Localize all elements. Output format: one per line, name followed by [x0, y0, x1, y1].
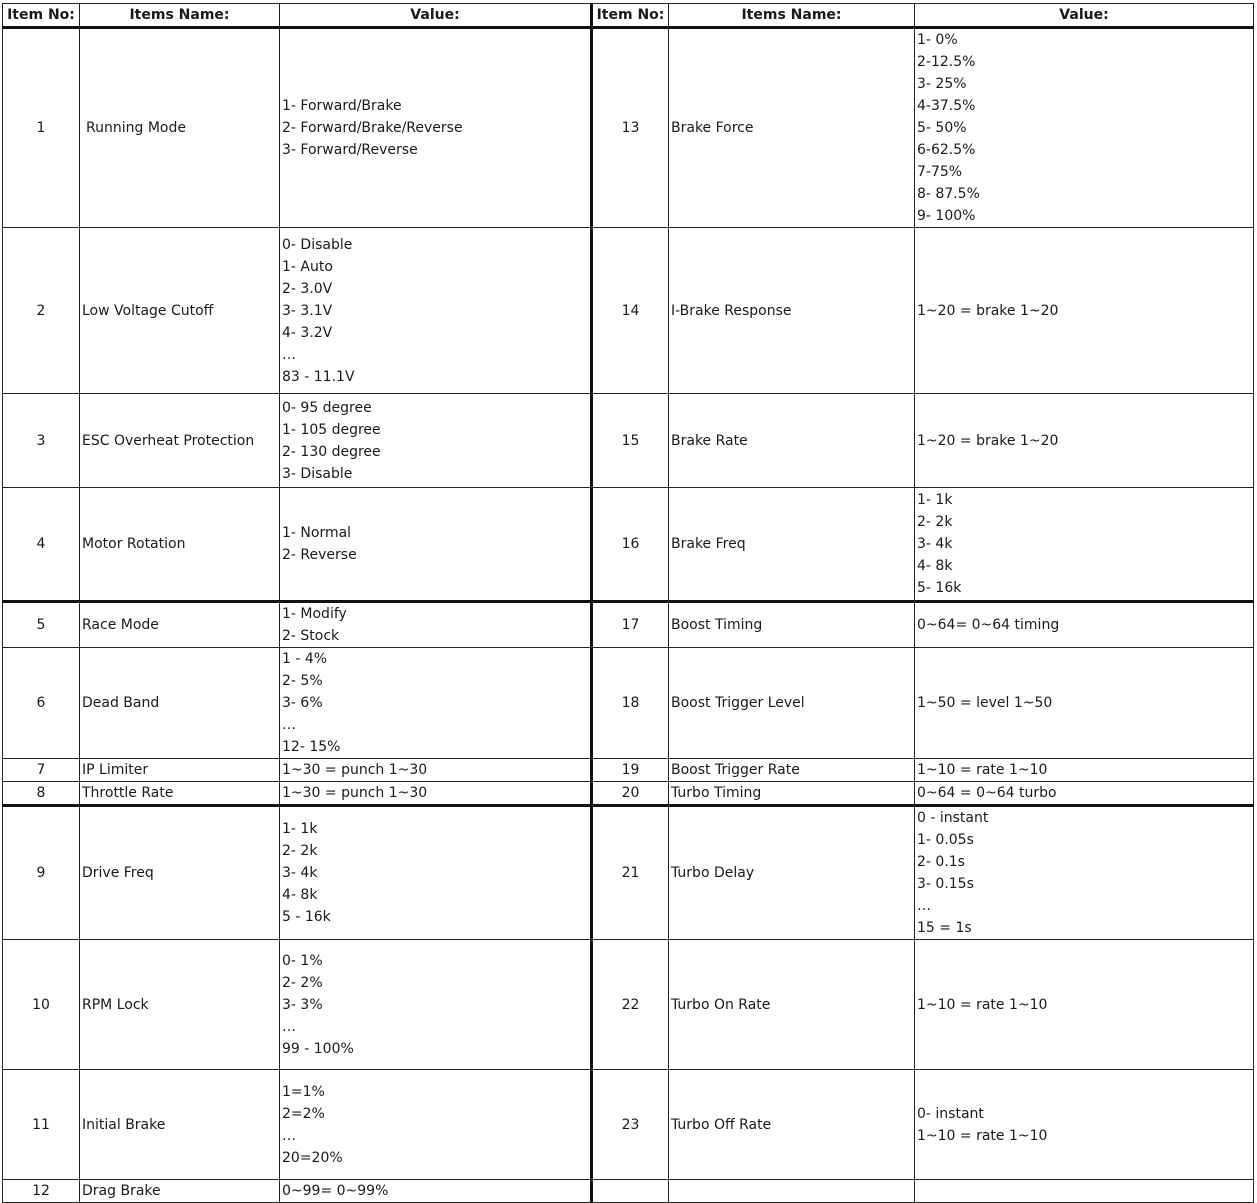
item-no-cell: 4: [3, 488, 80, 602]
value-line: 1~30 = punch 1~30: [282, 762, 428, 778]
item-value-cell: [280, 759, 592, 782]
item-name-cell: Race Mode: [80, 602, 280, 648]
value-line: 1- 1k: [917, 492, 953, 508]
value-line: 8- 87.5%: [917, 186, 980, 202]
item-name-cell: Drive Freq: [80, 806, 280, 940]
value-line: 3- 3.1V: [282, 302, 333, 319]
value-line: 1- Normal: [282, 525, 352, 541]
value-line: 3- Forward/Reverse: [282, 142, 418, 158]
item-value-cell: [915, 759, 1254, 782]
item-name-cell: Boost Timing: [669, 602, 915, 648]
value-line: 2- Forward/Brake/Reverse: [282, 120, 463, 136]
item-name-cell: Turbo Timing: [669, 782, 915, 806]
value-line: 1~10 = rate 1~10: [917, 996, 1048, 1013]
item-name-cell: RPM Lock: [80, 940, 280, 1070]
value-line: 4- 8k: [917, 558, 953, 574]
value-line: 5- 50%: [917, 120, 967, 136]
value-line: 2- 5%: [282, 673, 323, 689]
item-name-cell: Boost Trigger Rate: [669, 759, 915, 782]
item-value-cell: [915, 228, 1254, 394]
value-line: 2- Stock: [282, 628, 340, 644]
item-value-cell: [915, 940, 1254, 1070]
value-line: 1=1%: [282, 1083, 325, 1100]
item-value-cell: [280, 1070, 592, 1180]
item-no-cell: 11: [3, 1070, 80, 1180]
value-line: 2- 2k: [282, 843, 318, 859]
value-line: 4- 3.2V: [282, 324, 333, 341]
table-row: [3, 940, 1254, 1070]
value-line: 9- 100%: [917, 208, 976, 224]
value-line: 0 - instant: [917, 810, 989, 826]
item-value-cell: [915, 1070, 1254, 1180]
item-value-cell: [280, 602, 592, 648]
item-no-cell: 8: [3, 782, 80, 806]
item-value-cell: [280, 1180, 592, 1203]
item-value-cell: [280, 28, 592, 228]
value-line: 1- Modify: [282, 606, 347, 622]
item-no-cell: 14: [592, 228, 669, 394]
value-line: 4-37.5%: [917, 98, 976, 114]
value-line: 2-12.5%: [917, 54, 976, 70]
table-row: [3, 782, 1254, 806]
table-body: [3, 28, 1254, 1203]
item-name-cell: Dead Band: [80, 648, 280, 759]
value-line: …: [282, 1018, 296, 1035]
item-no-cell: 16: [592, 488, 669, 602]
value-line: …: [282, 1127, 296, 1144]
header-items-name-right: Items Name:: [669, 4, 915, 28]
item-no-cell: 15: [592, 394, 669, 488]
item-name-cell: Brake Force: [669, 28, 915, 228]
item-name-cell: Brake Freq: [669, 488, 915, 602]
table-row: [3, 228, 1254, 394]
item-name-cell: Motor Rotation: [80, 488, 280, 602]
settings-table: [2, 3, 1254, 1203]
item-no-cell: [592, 1180, 669, 1203]
item-value-cell: [915, 28, 1254, 228]
item-no-cell: 17: [592, 602, 669, 648]
value-line: 1~10 = rate 1~10: [917, 762, 1048, 778]
item-name-cell: [669, 1180, 915, 1203]
value-line: 3- 6%: [282, 695, 323, 711]
value-line: 20=20%: [282, 1149, 343, 1166]
value-line: 0~64 = 0~64 turbo: [917, 785, 1057, 801]
item-name-cell: Running Mode: [80, 28, 280, 228]
item-name-cell: Low Voltage Cutoff: [80, 228, 280, 394]
value-line: 1~20 = brake 1~20: [917, 432, 1059, 449]
header-item-no-left: Item No:: [3, 4, 80, 28]
value-line: 3- 4k: [917, 536, 953, 552]
item-no-cell: 2: [3, 228, 80, 394]
value-line: 1- 0%: [917, 32, 958, 48]
item-no-cell: 20: [592, 782, 669, 806]
value-line: 12- 15%: [282, 739, 341, 755]
value-line: 1- 0.05s: [917, 832, 974, 848]
item-no-cell: 19: [592, 759, 669, 782]
item-value-cell: [280, 940, 592, 1070]
item-name-cell: Turbo Off Rate: [669, 1070, 915, 1180]
item-no-cell: 13: [592, 28, 669, 228]
item-value-cell: [280, 806, 592, 940]
item-name-cell: Drag Brake: [80, 1180, 280, 1203]
value-line: 0- Disable: [282, 236, 353, 253]
item-no-cell: 6: [3, 648, 80, 759]
header-item-no-right: Item No:: [592, 4, 669, 28]
item-value-cell: [280, 394, 592, 488]
item-no-cell: 12: [3, 1180, 80, 1203]
value-line: 0- 1%: [282, 952, 323, 969]
value-line: 15 = 1s: [917, 920, 972, 936]
value-line: 3- 3%: [282, 996, 323, 1013]
item-no-cell: 7: [3, 759, 80, 782]
table-row: [3, 28, 1254, 228]
value-line: 1 - 4%: [282, 651, 328, 667]
item-value-cell: [280, 648, 592, 759]
item-value-cell: [280, 488, 592, 602]
value-line: 2- Reverse: [282, 547, 357, 563]
item-value-cell: [280, 782, 592, 806]
value-line: 5- 16k: [917, 580, 962, 596]
item-no-cell: 9: [3, 806, 80, 940]
item-no-cell: 5: [3, 602, 80, 648]
item-value-cell: [915, 488, 1254, 602]
value-line: 1- 1k: [282, 821, 318, 837]
item-name-cell: Initial Brake: [80, 1070, 280, 1180]
value-line: 99 - 100%: [282, 1040, 354, 1057]
table-row: [3, 488, 1254, 602]
item-value-cell: [915, 602, 1254, 648]
value-line: 2- 3.0V: [282, 280, 333, 297]
header-value-right: Value:: [915, 4, 1254, 28]
table-row: [3, 1070, 1254, 1180]
header-items-name-left: Items Name:: [80, 4, 280, 28]
value-line: 1~10 = rate 1~10: [917, 1127, 1048, 1144]
table-row: [3, 806, 1254, 940]
item-no-cell: 23: [592, 1070, 669, 1180]
table-row: [3, 602, 1254, 648]
value-line: 7-75%: [917, 164, 963, 180]
value-line: 2=2%: [282, 1105, 325, 1122]
item-value-cell: [915, 1180, 1254, 1203]
value-line: 3- 25%: [917, 76, 967, 92]
value-line: 1~30 = punch 1~30: [282, 785, 428, 801]
value-line: 3- 4k: [282, 865, 318, 881]
value-line: 83 - 11.1V: [282, 368, 355, 385]
item-value-cell: [915, 394, 1254, 488]
value-line: 0- 95 degree: [282, 399, 372, 416]
item-name-cell: ESC Overheat Protection: [80, 394, 280, 488]
value-line: …: [917, 898, 931, 914]
value-line: 1~50 = level 1~50: [917, 695, 1053, 711]
item-value-cell: [280, 228, 592, 394]
value-line: 1- Auto: [282, 258, 333, 275]
value-line: 5 - 16k: [282, 909, 331, 925]
item-no-cell: 1: [3, 28, 80, 228]
header-row: [3, 4, 1254, 28]
item-no-cell: 22: [592, 940, 669, 1070]
item-no-cell: 3: [3, 394, 80, 488]
table-row: [3, 648, 1254, 759]
value-line: 1~20 = brake 1~20: [917, 302, 1059, 319]
item-name-cell: Turbo On Rate: [669, 940, 915, 1070]
item-value-cell: [915, 648, 1254, 759]
item-value-cell: [915, 806, 1254, 940]
value-line: 2- 0.1s: [917, 854, 965, 870]
item-name-cell: Throttle Rate: [80, 782, 280, 806]
item-name-cell: Turbo Delay: [669, 806, 915, 940]
value-line: 4- 8k: [282, 887, 318, 903]
item-name-cell: I-Brake Response: [669, 228, 915, 394]
item-no-cell: 21: [592, 806, 669, 940]
item-name-cell: Boost Trigger Level: [669, 648, 915, 759]
table-row: [3, 759, 1254, 782]
value-line: …: [282, 346, 296, 363]
item-name-cell: Brake Rate: [669, 394, 915, 488]
value-line: 0~64= 0~64 timing: [917, 617, 1060, 633]
value-line: 2- 2%: [282, 974, 323, 991]
value-line: 2- 2k: [917, 514, 953, 530]
value-line: 6-62.5%: [917, 142, 976, 158]
value-line: 3- Disable: [282, 465, 353, 482]
value-line: 3- 0.15s: [917, 876, 974, 892]
value-line: 0- instant: [917, 1105, 984, 1122]
value-line: 1- Forward/Brake: [282, 98, 402, 114]
value-line: …: [282, 717, 296, 733]
value-line: 2- 130 degree: [282, 443, 381, 460]
item-no-cell: 18: [592, 648, 669, 759]
table-row: [3, 1180, 1254, 1203]
table-row: [3, 394, 1254, 488]
item-value-cell: [915, 782, 1254, 806]
value-line: 1- 105 degree: [282, 421, 381, 438]
value-line: 0~99= 0~99%: [282, 1183, 389, 1199]
item-name-cell: IP Limiter: [80, 759, 280, 782]
header-value-left: Value:: [280, 4, 592, 28]
item-no-cell: 10: [3, 940, 80, 1070]
